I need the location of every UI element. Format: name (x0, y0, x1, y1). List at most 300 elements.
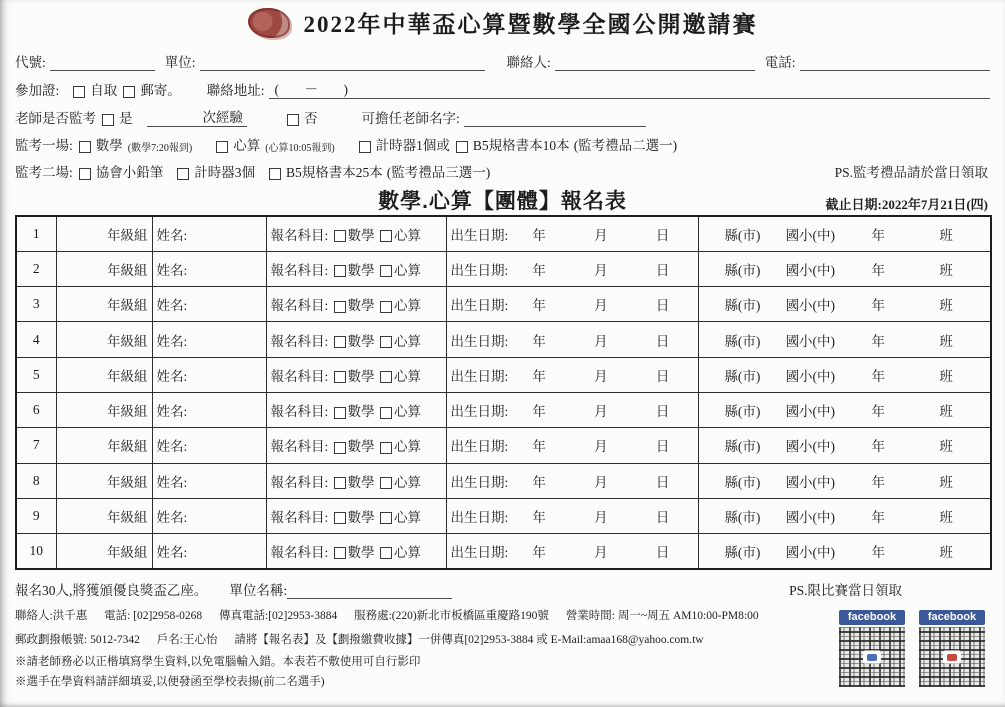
row-number: 2 (16, 251, 56, 286)
dob-cell[interactable] (446, 498, 698, 533)
session1-abacus-label: 心算 (233, 138, 261, 153)
table-row (16, 287, 991, 322)
subject-math-label: 數學 (347, 474, 375, 490)
dob-year-label: 年 (532, 298, 546, 314)
school-class-label: 班 (939, 298, 953, 314)
grade-cell[interactable] (56, 287, 152, 322)
school-year-label: 年 (871, 298, 885, 314)
award-note: 報名30人,將獲頒優良獎盃乙座。 (15, 582, 208, 598)
name-cell[interactable] (152, 463, 266, 498)
row-number: 8 (16, 463, 56, 498)
subject-abacus-label: 心算 (394, 474, 422, 490)
address-areacode-input[interactable]: ( － ) (269, 78, 361, 99)
facebook-badge-2: facebook (919, 610, 985, 625)
dob-day-label: 日 (655, 227, 670, 243)
session1-book-label: B5規格書本10本 (472, 138, 570, 153)
qr-center-red-icon (943, 651, 961, 664)
checkbox-session1-book[interactable] (456, 141, 468, 153)
code-label: 代號: (15, 55, 46, 70)
grade-cell[interactable] (56, 534, 152, 569)
row-number: 6 (16, 392, 56, 427)
subject-label: 報名科目: (270, 510, 329, 526)
table-row (16, 428, 991, 463)
subject-math-label: 數學 (347, 298, 375, 314)
checkbox-subject-abacus[interactable] (380, 371, 392, 383)
dob-year-label: 年 (532, 474, 546, 490)
table-row (16, 322, 991, 357)
table-row (16, 463, 991, 498)
teacher-label: 老師是否監考 (15, 111, 96, 126)
dob-label: 出生日期: (450, 439, 509, 455)
dob-cell[interactable] (446, 534, 698, 569)
grade-cell[interactable] (56, 428, 152, 463)
grade-label: 年級組 (107, 510, 148, 526)
dob-label: 出生日期: (450, 404, 509, 420)
table-title: 數學.心算【團體】報名表 (378, 190, 627, 213)
dob-month-label: 月 (594, 439, 608, 455)
school-label: 國小(中) (785, 474, 836, 490)
dob-month-label: 月 (594, 333, 608, 349)
checkbox-session2-pencil[interactable] (79, 168, 91, 180)
phone-input[interactable] (800, 56, 990, 71)
school-label: 國小(中) (785, 298, 836, 314)
session2-book-label: B5規格書本25本 (286, 165, 383, 180)
school-class-label: 班 (939, 333, 953, 349)
grade-cell[interactable] (56, 392, 152, 427)
footer-account-name: 戶名:王心怡 (156, 633, 218, 646)
school-year-label: 年 (871, 474, 885, 490)
school-label: 國小(中) (785, 333, 836, 349)
dob-month-label: 月 (594, 510, 608, 526)
dob-label: 出生日期: (450, 510, 509, 526)
subject-math-label: 數學 (347, 545, 375, 561)
checkbox-session1-timer[interactable] (359, 141, 371, 153)
checkbox-subject-abacus[interactable] (380, 301, 392, 313)
county-label: 縣(市) (724, 510, 761, 526)
unit-name-input[interactable] (287, 584, 452, 599)
code-input[interactable] (50, 56, 155, 71)
grade-label: 年級組 (107, 474, 148, 490)
dob-day-label: 日 (655, 262, 670, 278)
dob-cell[interactable] (446, 392, 698, 427)
name-cell[interactable] (152, 322, 266, 357)
checkbox-subject-abacus[interactable] (380, 336, 392, 348)
row-number: 4 (16, 322, 56, 357)
dob-year-label: 年 (532, 545, 546, 561)
school-cell[interactable] (698, 251, 991, 286)
subject-abacus-label: 心算 (394, 510, 422, 526)
dob-label: 出生日期: (450, 298, 509, 314)
subject-abacus-label: 心算 (394, 333, 422, 349)
school-year-label: 年 (871, 368, 885, 384)
address-label: 聯絡地址: (206, 83, 265, 98)
school-year-label: 年 (871, 439, 885, 455)
subject-abacus-label: 心算 (394, 439, 422, 455)
name-cell[interactable] (152, 287, 266, 322)
name-cell[interactable] (152, 428, 266, 463)
footer-office: 服務處:(220)新北市板橋區重慶路190號 (354, 609, 549, 622)
subject-abacus-label: 心算 (394, 545, 422, 561)
grade-cell[interactable] (56, 322, 152, 357)
line-teacher (15, 106, 990, 127)
row-number: 1 (16, 216, 56, 251)
qr-center-blue-icon (863, 651, 881, 664)
session1-timer-label: 計時器1個或 (375, 138, 450, 153)
session1-gift-note: (監考禮品二選一) (573, 138, 678, 153)
checkbox-pass-pickup[interactable] (73, 86, 85, 98)
name-label: 姓名: (156, 439, 188, 455)
subject-math-label: 數學 (347, 404, 375, 420)
checkbox-teacher-yes[interactable] (102, 114, 114, 126)
footer-contact-name: 聯絡人:洪千惠 (15, 609, 88, 622)
checkbox-session2-book[interactable] (269, 168, 281, 180)
subject-label: 報名科目: (270, 404, 329, 420)
row-number: 10 (16, 534, 56, 569)
checkbox-subject-math[interactable] (334, 512, 346, 524)
table-row (16, 357, 991, 392)
row-number: 5 (16, 357, 56, 392)
checkbox-teacher-no[interactable] (287, 114, 299, 126)
dob-month-label: 月 (594, 262, 608, 278)
school-cell[interactable] (698, 534, 991, 569)
checkbox-subject-math[interactable] (334, 407, 346, 419)
dob-label: 出生日期: (450, 262, 509, 278)
school-label: 國小(中) (785, 227, 836, 243)
session2-pencil-label: 協會小鉛筆 (95, 165, 164, 180)
county-label: 縣(市) (724, 368, 761, 384)
dob-day-label: 日 (655, 298, 670, 314)
footer-postal-account: 郵政劃撥帳號: 5012-7342 (15, 633, 140, 646)
subject-cell (266, 498, 446, 533)
county-label: 縣(市) (724, 404, 761, 420)
table-row (16, 498, 991, 533)
dob-cell[interactable] (446, 322, 698, 357)
contact-input[interactable] (555, 56, 755, 71)
checkbox-subject-math[interactable] (334, 230, 346, 242)
school-class-label: 班 (939, 474, 953, 490)
dob-month-label: 月 (594, 404, 608, 420)
checkbox-subject-abacus[interactable] (380, 407, 392, 419)
session1-label: 監考一場: (15, 138, 73, 153)
school-label: 國小(中) (785, 368, 836, 384)
row-number: 7 (16, 428, 56, 463)
name-label: 姓名: (156, 545, 188, 561)
dob-year-label: 年 (532, 227, 546, 243)
unit-label: 單位: (164, 55, 196, 70)
subject-math-label: 數學 (347, 439, 375, 455)
grade-cell[interactable] (56, 216, 152, 251)
school-class-label: 班 (939, 262, 953, 278)
grade-cell[interactable] (56, 251, 152, 286)
checkbox-subject-math[interactable] (334, 442, 346, 454)
school-label: 國小(中) (785, 404, 836, 420)
school-cell[interactable] (698, 392, 991, 427)
dob-cell[interactable] (446, 357, 698, 392)
award-line (15, 579, 990, 599)
checkbox-subject-abacus[interactable] (380, 547, 392, 559)
dob-label: 出生日期: (450, 333, 509, 349)
school-year-label: 年 (871, 227, 885, 243)
name-label: 姓名: (156, 474, 188, 490)
session2-gift-note: (監考禮品三選一) (386, 165, 491, 180)
dob-day-label: 日 (655, 474, 670, 490)
dob-day-label: 日 (655, 368, 670, 384)
school-year-label: 年 (871, 333, 885, 349)
address-input[interactable] (360, 84, 990, 99)
roster-table (15, 215, 992, 570)
footnote-1: ※請老師務必以正楷填寫學生資料,以免電腦輸入錯。本表若不敷使用可自行影印 (15, 655, 421, 668)
school-year-label: 年 (871, 262, 885, 278)
footnote-2: ※選手在學資料請詳細填妥,以便發函至學校表揚(前二名選手) (15, 675, 325, 688)
checkbox-subject-math[interactable] (334, 477, 346, 489)
name-label: 姓名: (156, 510, 188, 526)
school-label: 國小(中) (785, 545, 836, 561)
county-label: 縣(市) (724, 298, 761, 314)
school-cell[interactable] (698, 322, 991, 357)
grade-label: 年級組 (107, 368, 148, 384)
school-cell[interactable] (698, 357, 991, 392)
county-label: 縣(市) (724, 227, 761, 243)
dob-year-label: 年 (532, 439, 546, 455)
contact-label: 聯絡人: (506, 55, 551, 70)
dob-cell[interactable] (446, 463, 698, 498)
dob-year-label: 年 (532, 262, 546, 278)
subject-math-label: 數學 (347, 510, 375, 526)
grade-label: 年級組 (107, 262, 148, 278)
table-title-row (15, 185, 990, 215)
dob-year-label: 年 (532, 333, 546, 349)
session2-timer-label: 計時器3個 (194, 165, 256, 180)
subject-label: 報名科目: (270, 227, 329, 243)
checkbox-subject-abacus[interactable] (380, 230, 392, 242)
subject-abacus-label: 心算 (394, 298, 422, 314)
dob-cell[interactable] (446, 251, 698, 286)
checkbox-pass-mail[interactable] (123, 86, 135, 98)
table-row (16, 392, 991, 427)
deadline-text: 截止日期:2022年7月21日(四) (825, 197, 988, 212)
subject-cell (266, 428, 446, 463)
line-code-unit (15, 51, 990, 71)
dob-cell[interactable] (446, 287, 698, 322)
checkbox-subject-abacus[interactable] (380, 477, 392, 489)
name-label: 姓名: (156, 404, 188, 420)
subject-cell (266, 463, 446, 498)
dob-year-label: 年 (532, 368, 546, 384)
footer-remit-note: 請將【報名表】及【劃撥繳費收據】一併傳真[02]2953-3884 或 E-Mail:amaa168@yahoo.com.tw (234, 633, 704, 646)
row-number: 9 (16, 498, 56, 533)
name-cell[interactable] (152, 216, 266, 251)
line-session1 (15, 134, 990, 154)
subject-label: 報名科目: (270, 333, 329, 349)
subject-cell (266, 216, 446, 251)
dob-day-label: 日 (655, 439, 670, 455)
qr-code-red (919, 627, 985, 687)
name-cell[interactable] (152, 392, 266, 427)
school-year-label: 年 (871, 545, 885, 561)
subject-cell (266, 322, 446, 357)
unit-input[interactable] (200, 56, 485, 71)
county-label: 縣(市) (724, 333, 761, 349)
subject-cell (266, 251, 446, 286)
grade-label: 年級組 (107, 298, 148, 314)
school-class-label: 班 (939, 368, 953, 384)
school-cell[interactable] (698, 287, 991, 322)
session2-label: 監考二場: (15, 165, 73, 180)
subject-label: 報名科目: (270, 474, 329, 490)
county-label: 縣(市) (724, 545, 761, 561)
table-row (16, 534, 991, 569)
grade-label: 年級組 (107, 227, 148, 243)
grade-cell[interactable] (56, 498, 152, 533)
name-label: 姓名: (156, 262, 188, 278)
county-label: 縣(市) (724, 262, 761, 278)
subject-abacus-label: 心算 (394, 262, 422, 278)
checkbox-subject-math[interactable] (334, 371, 346, 383)
subject-label: 報名科目: (270, 439, 329, 455)
pass-mail-label: 郵寄。 (140, 83, 181, 98)
dob-day-label: 日 (655, 510, 670, 526)
grade-label: 年級組 (107, 333, 148, 349)
dob-month-label: 月 (594, 545, 608, 561)
session1-abacus-note: (心算10:05報到) (265, 143, 335, 154)
dob-month-label: 月 (594, 474, 608, 490)
form-header (15, 6, 990, 44)
school-cell[interactable] (698, 498, 991, 533)
county-label: 縣(市) (724, 474, 761, 490)
subject-cell (266, 287, 446, 322)
subject-label: 報名科目: (270, 298, 329, 314)
unit-name-label: 單位名稱: (229, 582, 288, 598)
subject-cell (266, 392, 446, 427)
name-cell[interactable] (152, 251, 266, 286)
school-class-label: 班 (939, 404, 953, 420)
school-class-label: 班 (939, 510, 953, 526)
subject-label: 報名科目: (270, 545, 329, 561)
dob-day-label: 日 (655, 333, 670, 349)
footer-phone: 電話: [02]2958-0268 (104, 609, 203, 622)
checkbox-subject-math[interactable] (334, 547, 346, 559)
subject-math-label: 數學 (347, 262, 375, 278)
subject-math-label: 數學 (347, 333, 375, 349)
subject-label: 報名科目: (270, 262, 329, 278)
school-label: 國小(中) (785, 510, 836, 526)
subject-math-label: 數學 (347, 368, 375, 384)
school-year-label: 年 (871, 510, 885, 526)
name-cell[interactable] (152, 498, 266, 533)
subject-abacus-label: 心算 (394, 404, 422, 420)
subject-abacus-label: 心算 (394, 227, 422, 243)
teacher-no-label: 否 (304, 111, 318, 126)
facebook-qr-2 (919, 610, 985, 687)
school-cell[interactable] (698, 428, 991, 463)
table-row (16, 216, 991, 251)
checkbox-subject-math[interactable] (334, 265, 346, 277)
experience-label: 次經驗 (202, 110, 243, 125)
roster-body (16, 216, 991, 569)
school-cell[interactable] (698, 216, 991, 251)
row-number: 3 (16, 287, 56, 322)
school-class-label: 班 (939, 227, 953, 243)
name-label: 姓名: (156, 333, 188, 349)
checkbox-subject-abacus[interactable] (380, 512, 392, 524)
grade-label: 年級組 (107, 545, 148, 561)
line-session2 (15, 161, 990, 181)
teacher-experience-group (147, 106, 248, 127)
qr-code-blue (839, 627, 905, 687)
teacher-yes-label: 是 (119, 111, 133, 126)
school-class-label: 班 (939, 439, 953, 455)
school-year-label: 年 (871, 404, 885, 420)
subject-cell (266, 357, 446, 392)
subject-math-label: 數學 (347, 227, 375, 243)
grade-label: 年級組 (107, 404, 148, 420)
school-cell[interactable] (698, 463, 991, 498)
pickup-ps: PS.限比賽當日領取 (789, 582, 902, 598)
association-seal-icon (248, 8, 290, 38)
footer-fax: 傳真電話:[02]2953-3884 (219, 609, 338, 622)
dob-label: 出生日期: (450, 227, 509, 243)
county-label: 縣(市) (724, 439, 761, 455)
dob-cell[interactable] (446, 216, 698, 251)
name-cell[interactable] (152, 534, 266, 569)
checkbox-subject-math[interactable] (334, 336, 346, 348)
school-label: 國小(中) (785, 262, 836, 278)
page-title: 2022年中華盃心算暨數學全國公開邀請賽 (303, 12, 758, 37)
line-pass-address (15, 78, 990, 99)
checkbox-session1-math[interactable] (79, 141, 91, 153)
dob-day-label: 日 (655, 404, 670, 420)
pass-label: 參加證: (15, 83, 60, 98)
gift-pickup-ps: PS.監考禮品請於當日領取 (834, 165, 988, 180)
grade-cell[interactable] (56, 357, 152, 392)
dob-label: 出生日期: (450, 368, 509, 384)
name-label: 姓名: (156, 368, 188, 384)
dob-cell[interactable] (446, 428, 698, 463)
footer-hours: 營業時間: 周一~周五 AM10:00-PM8:00 (565, 609, 759, 622)
grade-label: 年級組 (107, 439, 148, 455)
subject-label: 報名科目: (270, 368, 329, 384)
school-class-label: 班 (939, 545, 953, 561)
teacher-name-label: 可擔任老師名字: (361, 111, 460, 126)
name-cell[interactable] (152, 357, 266, 392)
name-label: 姓名: (156, 227, 188, 243)
checkbox-subject-math[interactable] (334, 301, 346, 313)
subject-abacus-label: 心算 (394, 368, 422, 384)
phone-label: 電話: (764, 55, 796, 70)
checkbox-subject-abacus[interactable] (380, 442, 392, 454)
facebook-badge-1: facebook (839, 610, 905, 625)
dob-month-label: 月 (594, 298, 608, 314)
checkbox-subject-abacus[interactable] (380, 265, 392, 277)
facebook-qr-area (839, 610, 985, 687)
subject-cell (266, 534, 446, 569)
dob-month-label: 月 (594, 227, 608, 243)
facebook-qr-1 (839, 610, 905, 687)
dob-label: 出生日期: (450, 545, 509, 561)
grade-cell[interactable] (56, 463, 152, 498)
teacher-name-input[interactable] (464, 112, 646, 127)
checkbox-session2-timer[interactable] (177, 168, 189, 180)
dob-label: 出生日期: (450, 474, 509, 490)
name-label: 姓名: (156, 298, 188, 314)
checkbox-session1-abacus[interactable] (216, 141, 228, 153)
dob-year-label: 年 (532, 510, 546, 526)
school-label: 國小(中) (785, 439, 836, 455)
dob-day-label: 日 (655, 545, 670, 561)
dob-year-label: 年 (532, 404, 546, 420)
session1-math-label: 數學 (95, 138, 123, 153)
pass-pickup-label: 自取 (90, 83, 118, 98)
